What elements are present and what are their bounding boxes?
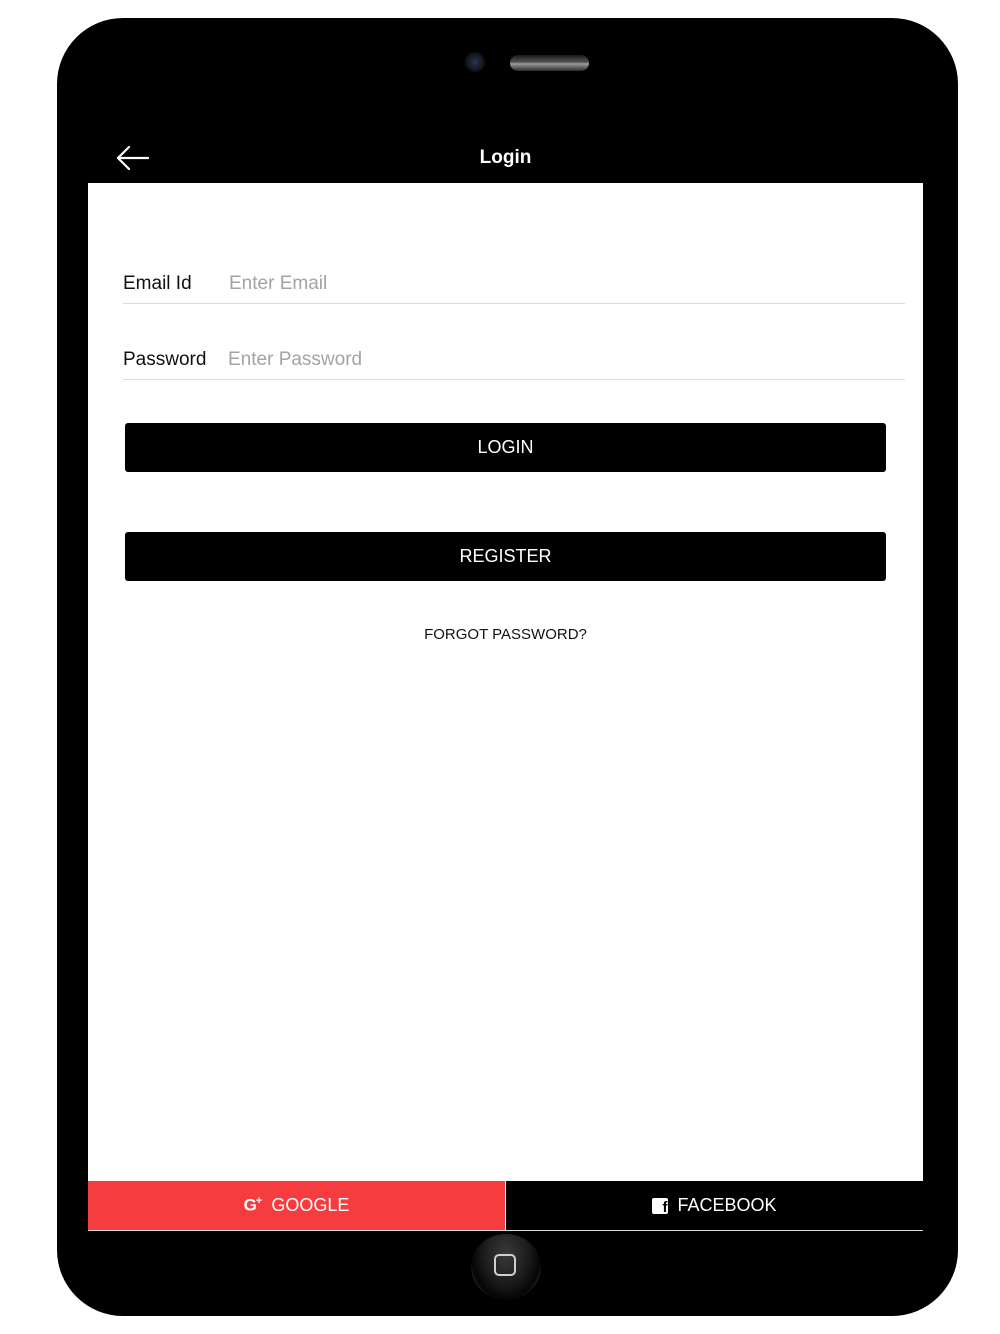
- page-title: Login: [479, 147, 532, 168]
- home-button[interactable]: [471, 1234, 541, 1300]
- email-label: Email Id: [123, 273, 192, 294]
- email-row: [123, 263, 905, 304]
- social-login-bar: [88, 1181, 923, 1230]
- google-plus-icon: G+: [243, 1195, 262, 1215]
- google-label: GOOGLE: [271, 1195, 350, 1215]
- google-login-button[interactable]: [88, 1181, 505, 1230]
- camera-icon: [466, 53, 484, 71]
- password-row: [123, 339, 905, 380]
- home-button-icon: [494, 1254, 516, 1276]
- forgot-password-link[interactable]: FORGOT PASSWORD?: [424, 626, 587, 643]
- facebook-login-button[interactable]: [506, 1181, 923, 1230]
- navigation-bar: [88, 114, 923, 183]
- register-button[interactable]: REGISTER: [125, 532, 886, 581]
- facebook-label: FACEBOOK: [677, 1195, 777, 1215]
- email-field[interactable]: [229, 269, 899, 299]
- facebook-icon: f: [652, 1198, 668, 1214]
- login-button[interactable]: LOGIN: [125, 423, 886, 472]
- app-screen: [88, 114, 923, 1230]
- password-field[interactable]: [228, 345, 898, 375]
- screen-bottom-divider: [88, 1230, 923, 1231]
- speaker-grille: [510, 55, 589, 71]
- password-label: Password: [123, 349, 207, 370]
